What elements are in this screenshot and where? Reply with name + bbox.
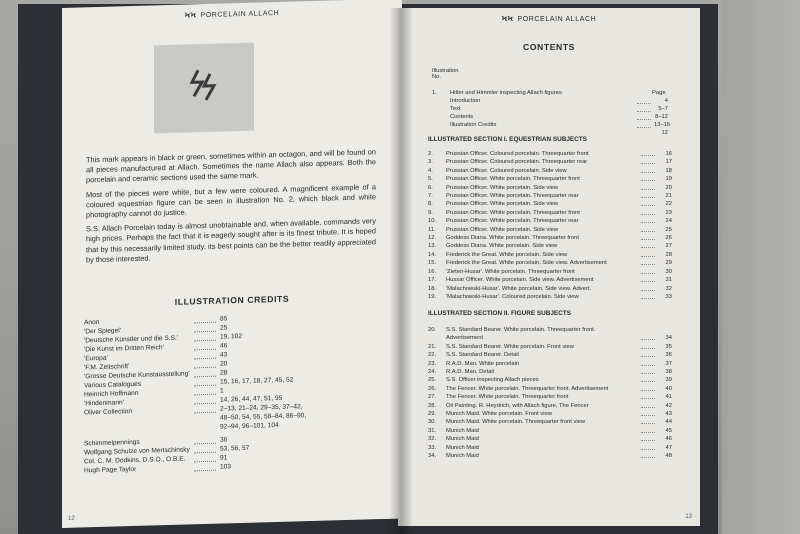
entry-number: 30. xyxy=(428,419,437,426)
leader-dots xyxy=(641,444,655,450)
entry-number: 15. xyxy=(428,260,437,267)
credit-source: 'F.M. Zeitschrift' xyxy=(84,363,130,372)
entry-text: Prussian Officer. Coloured porcelain. Threequarter front xyxy=(446,151,589,157)
list-item xyxy=(432,106,668,114)
leader-dots xyxy=(641,368,655,374)
entry-page: 20 xyxy=(665,184,672,191)
desk-background xyxy=(722,0,800,534)
credits-title: ILLUSTRATION CREDITS xyxy=(174,293,290,307)
entry-text: Frederick the Great. White porcelain. Side view. Advertisement xyxy=(446,260,607,267)
table-row xyxy=(428,234,672,242)
right-page xyxy=(398,8,700,526)
entry-number: 20. xyxy=(428,327,437,333)
entry-page: 39 xyxy=(665,377,672,384)
entry-text: Prussian Officer. Coloured porcelain. Side view xyxy=(446,167,567,174)
entry-text: 'Malachowski-Husar'. Coloured porcelain. Side view xyxy=(446,293,579,300)
entry-text: S.S. Standard Bearer. Detail xyxy=(446,352,519,359)
leader-dots xyxy=(637,106,651,112)
entry-text: Munich Maid. White porcelain. Front view xyxy=(446,411,552,418)
table-row xyxy=(428,326,672,334)
leader-dots xyxy=(641,427,655,433)
entry-text: S.S. Standard Bearer. White porcelain. Front view xyxy=(446,343,574,350)
entry-page: 29 xyxy=(665,260,672,267)
entry-text: Goddess Diana. White porcelain. Side view xyxy=(446,243,558,250)
leader-dots xyxy=(194,437,216,445)
entry-text: Munich Maid xyxy=(446,453,479,460)
table-row xyxy=(428,217,672,225)
credit-pages: 43 xyxy=(220,351,228,359)
entry-number: 2. xyxy=(428,151,433,157)
credit-pages: 19, 102 xyxy=(220,332,242,341)
entry-text: Illustration Credits xyxy=(450,121,497,128)
table-row xyxy=(428,360,672,368)
entry-page: 19 xyxy=(665,176,672,183)
entry-text: R.A.D. Man. White porcelain xyxy=(446,360,520,367)
leader-dots xyxy=(194,343,216,351)
table-row xyxy=(428,435,672,443)
entry-text: S.S. Officer inspecting Allach pieces xyxy=(446,377,539,384)
entry-number: 33. xyxy=(428,444,437,451)
credit-pages: 1 xyxy=(220,387,224,395)
credit-source: Heinrich Hoffmann xyxy=(84,389,139,399)
entry-number: 17. xyxy=(428,277,437,284)
table-row xyxy=(428,402,672,410)
entry-number: 8. xyxy=(428,201,433,208)
entry-number: 10. xyxy=(428,218,437,225)
entry-text: Hitler and Himmler inspecting Allach figures xyxy=(450,90,562,96)
entry-text: Hussar Officer. White porcelain. Side view. Advertisement xyxy=(446,277,594,284)
book-spine xyxy=(389,8,413,534)
ss-mark-illustration xyxy=(154,43,254,134)
leader-dots xyxy=(194,352,216,360)
leader-dots xyxy=(194,446,216,454)
entry-page: 46 xyxy=(665,436,672,443)
section-1-list xyxy=(428,150,672,301)
credit-source: Oliver Collection xyxy=(84,408,133,417)
entry-text: Munich Maid xyxy=(446,427,479,434)
ss-runes: ϞϞ xyxy=(501,16,514,23)
credit-source: 'Grosse Deutsche Kunstausstellung' xyxy=(84,370,190,381)
entry-number: 29. xyxy=(428,411,437,418)
table-row xyxy=(428,418,672,426)
leader-dots xyxy=(641,234,655,240)
section-title: ILLUSTRATED SECTION I. EQUESTRIAN SUBJECTS xyxy=(428,136,587,143)
entry-page: 37 xyxy=(665,360,672,367)
leader-dots xyxy=(641,334,655,340)
entry-page: 45 xyxy=(665,427,672,434)
table-row xyxy=(428,242,672,250)
entry-page: 24 xyxy=(665,218,672,225)
leader-dots xyxy=(194,316,216,324)
entry-number: 11. xyxy=(428,226,436,233)
table-row xyxy=(428,351,672,359)
leader-dots xyxy=(641,167,655,173)
entry-page: 16 xyxy=(665,151,672,157)
running-head-title: PORCELAIN ALLACH xyxy=(200,9,280,20)
entry-page: 34 xyxy=(665,335,672,342)
entry-text: Prussian Officer. White porcelain. Threequarter rear xyxy=(446,218,579,225)
contents-title: CONTENTS xyxy=(522,42,576,52)
credit-pages: 36 xyxy=(220,436,228,444)
list-item xyxy=(432,114,668,122)
entry-text: Text xyxy=(450,105,461,112)
table-row xyxy=(428,158,672,166)
entry-number xyxy=(432,98,450,106)
table-row xyxy=(428,385,672,393)
entry-page: 44 xyxy=(665,419,672,426)
entry-number: 28. xyxy=(428,402,437,409)
leader-dots xyxy=(641,226,655,232)
table-row xyxy=(428,184,672,192)
entry-text: Introduction xyxy=(450,97,481,104)
leader-dots xyxy=(641,360,655,366)
leader-dots xyxy=(641,410,655,416)
entry-page: 23 xyxy=(665,209,672,216)
table-row xyxy=(428,200,672,208)
leader-dots xyxy=(641,276,655,282)
credit-source: Various Catalogues xyxy=(84,380,142,390)
leader-dots xyxy=(641,175,655,181)
entry-number: 18. xyxy=(428,285,437,292)
entry-text: Prussian Officer. Coloured porcelain. Threequarter rear xyxy=(446,159,588,166)
credit-source: 'Europa' xyxy=(84,354,108,363)
entry-number: 4. xyxy=(428,167,433,174)
leader-dots xyxy=(194,379,216,387)
table-row xyxy=(428,410,672,418)
entry-text: S.S. Standard Bearer. White porcelain. Threequarter front. xyxy=(446,327,596,333)
credit-source: Hugh Page Taylor xyxy=(84,465,137,475)
leader-dots xyxy=(641,192,655,198)
entry-page: 22 xyxy=(665,201,672,208)
ss-rune-mark-icon xyxy=(154,43,254,134)
paragraph: This mark appears in black or green, sometimes within an octagon, and will be found on all pieces manufactured at Allach. Sometimes the name Allach also appears. Both the porcelain and ceramic sections used the same mark. xyxy=(86,147,376,185)
entry-number: 26. xyxy=(428,385,437,392)
leader-dots xyxy=(641,418,655,424)
table-row xyxy=(428,334,672,342)
entry-number: 5. xyxy=(428,176,433,183)
entry-page: 12 xyxy=(661,129,668,136)
leader-dots xyxy=(194,334,216,342)
entry-page: 47 xyxy=(665,444,672,451)
leader-dots xyxy=(641,242,655,248)
entry-page: 42 xyxy=(665,402,672,409)
entry-number: 31. xyxy=(428,427,437,434)
table-row xyxy=(428,209,672,217)
illustration-column-header xyxy=(432,68,458,81)
leader-dots xyxy=(194,370,216,378)
entry-text: Frederick the Great. White porcelain. Side view xyxy=(446,251,568,258)
entry-text: Munich Maid xyxy=(446,436,479,443)
leader-dots xyxy=(641,259,655,265)
entry-number: 21. xyxy=(428,343,437,350)
entry-number: 24. xyxy=(428,369,437,376)
entry-text: Goddess Diana. White porcelain. Threequarter front xyxy=(446,235,579,242)
leader-dots xyxy=(641,351,655,357)
entry-page: 36 xyxy=(665,352,672,359)
entry-page: 32 xyxy=(665,285,672,292)
right-running-head xyxy=(398,16,700,23)
leader-dots xyxy=(194,464,216,472)
entry-number: 7. xyxy=(428,193,433,200)
table-row xyxy=(428,226,672,234)
leader-dots xyxy=(641,268,655,274)
intro-list xyxy=(432,90,671,138)
entry-text: Prussian Officer. White porcelain. Side view xyxy=(446,201,559,208)
credit-pages: 103 xyxy=(220,463,232,471)
entry-text: Advertisement xyxy=(446,335,484,342)
credit-pages: 20 xyxy=(220,360,228,368)
credit-pages: 2–13, 21–24, 29–35, 37–42, xyxy=(220,403,303,413)
entry-text: R.A.D. Man. Detail xyxy=(446,369,494,376)
entry-text: Prussian Officer. White porcelain. Side view xyxy=(446,226,559,233)
table-row xyxy=(428,368,672,376)
credits-list xyxy=(84,311,384,476)
table-row xyxy=(428,268,672,276)
entry-number: 22. xyxy=(428,352,437,359)
table-row xyxy=(428,259,672,267)
leader-dots xyxy=(637,122,651,128)
entry-page: 41 xyxy=(665,394,672,401)
body-text xyxy=(86,147,376,269)
table-row xyxy=(428,192,672,200)
entry-text: Prussian Officer. White porcelain. Side view xyxy=(446,184,559,191)
leader-dots xyxy=(637,114,651,120)
leader-dots xyxy=(641,209,655,215)
credit-source: Schimmelpennings xyxy=(84,438,140,448)
list-item xyxy=(432,121,671,130)
entry-page: 48 xyxy=(665,453,672,460)
credit-pages: 53, 56, 57 xyxy=(220,444,250,453)
entry-page: 38 xyxy=(665,369,672,376)
table-row xyxy=(428,452,672,460)
leader-dots xyxy=(641,293,655,299)
page-number: 13 xyxy=(685,514,692,520)
entry-number: 9. xyxy=(428,209,433,216)
leader-dots xyxy=(641,200,655,206)
entry-page xyxy=(658,326,672,334)
left-page xyxy=(62,0,402,528)
entry-text: Munich Maid xyxy=(446,444,479,451)
entry-page: 13–15 xyxy=(654,121,671,128)
leader-dots xyxy=(194,325,216,333)
entry-number: 19. xyxy=(428,293,437,300)
entry-number: 12. xyxy=(428,235,437,242)
entry-text: Oil Painting. R. Heydrich, with Allach figure, The Fencer xyxy=(446,402,589,409)
entry-page: 8–12 xyxy=(655,113,668,120)
entry-page: 5–7 xyxy=(658,105,668,112)
leader-dots xyxy=(641,376,655,382)
entry-number: 34. xyxy=(428,453,437,460)
entry-number xyxy=(428,334,446,342)
credit-pages: 85 xyxy=(220,315,228,323)
table-row xyxy=(428,444,672,452)
entry-number: 6. xyxy=(428,184,433,191)
credit-source: Wolfgang Schulze von Mertschinsky xyxy=(84,446,190,457)
entry-number: 23. xyxy=(428,360,437,367)
table-row xyxy=(428,167,672,175)
credit-source: Col. C. M. Dodkins, D.S.O., O.B.E. xyxy=(84,455,186,466)
entry-text: The Fencer. White porcelain. Threequarter front xyxy=(446,394,569,401)
leader-dots xyxy=(641,150,655,156)
entry-number xyxy=(432,122,450,130)
leader-dots xyxy=(641,343,655,349)
page-number: 12 xyxy=(68,515,75,522)
entry-page: 17 xyxy=(665,159,672,166)
credit-source: Anon xyxy=(84,318,100,327)
credit-pages: 28 xyxy=(220,369,228,377)
leader-dots xyxy=(641,393,655,399)
leader-dots xyxy=(641,285,655,291)
entry-number: 3. xyxy=(428,159,433,166)
credit-source: 'Deutsche Künstler und die S.S.' xyxy=(84,334,179,345)
leader-dots xyxy=(641,158,655,164)
table-row xyxy=(428,276,672,284)
entry-number: 13. xyxy=(428,243,437,250)
entry-number: 14. xyxy=(428,251,437,258)
leader-dots xyxy=(194,455,216,463)
credit-source: 'Hindenmann' xyxy=(84,399,124,408)
leader-dots xyxy=(641,435,655,441)
running-head-title: PORCELAIN ALLACH xyxy=(517,16,597,23)
entry-number: 1. xyxy=(432,90,437,96)
credit-pages: 15, 16, 17, 18, 27, 45, 52 xyxy=(220,376,294,386)
entry-text: Prussian Officer. White porcelain. Threequarter front xyxy=(446,176,580,183)
leader-dots xyxy=(641,217,655,223)
table-row xyxy=(428,285,672,293)
entry-text: The Fencer. White porcelain. Threequarter front. Advertisement xyxy=(446,385,609,392)
entry-page: 25 xyxy=(665,226,672,233)
entry-page: 31 xyxy=(665,277,672,284)
leader-dots xyxy=(641,402,655,408)
entry-text: 'Zieten-Husar'. White porcelain. Threequarter front xyxy=(446,268,575,275)
leader-dots xyxy=(194,406,216,414)
list-item xyxy=(432,98,668,106)
entry-page: 26 xyxy=(665,235,672,242)
entry-number xyxy=(432,106,450,114)
entry-page: 27 xyxy=(665,243,672,250)
leader-dots xyxy=(641,251,655,257)
entry-page: 30 xyxy=(665,268,672,275)
entry-text: Munich Maid. White porcelain. Threequarter front view xyxy=(446,419,586,426)
entry-number: 32. xyxy=(428,436,437,443)
credit-pages: 48–50, 54, 55, 58–84, 86–90, xyxy=(220,412,307,422)
credit-source: 'Die Kunst im Dritten Reich' xyxy=(84,344,164,354)
credit-pages: 92–94, 96–101, 104 xyxy=(220,421,279,431)
list-item xyxy=(432,90,668,98)
table-row xyxy=(428,427,672,435)
no-label: No. xyxy=(432,74,442,81)
entry-text: Prussian Officer. White porcelain. Threequarter front xyxy=(446,209,580,216)
leader-dots xyxy=(194,397,216,405)
entry-number: 16. xyxy=(428,268,437,275)
section-title: ILLUSTRATED SECTION II. FIGURE SUBJECTS xyxy=(428,310,571,317)
entry-page: 35 xyxy=(665,343,672,350)
entry-page: 18 xyxy=(665,167,672,174)
table-row xyxy=(428,175,672,183)
entry-number: 25. xyxy=(428,377,437,384)
leader-dots xyxy=(194,361,216,369)
entry-page: 40 xyxy=(665,385,672,392)
leader-dots xyxy=(641,385,655,391)
table-row xyxy=(428,376,672,384)
illustration-label: Illustration xyxy=(432,68,459,74)
credit-source: 'Der Spiegel' xyxy=(84,327,121,336)
entry-text: Contents xyxy=(450,113,474,120)
table-row xyxy=(428,393,672,401)
section-2-list xyxy=(428,326,672,461)
entry-text: 'Malachowski-Husar'. White porcelain. Side view. Advert. xyxy=(446,285,591,292)
entry-page: 28 xyxy=(665,251,672,258)
page-column-header: Page xyxy=(652,90,666,96)
paragraph: S.S. Allach Porcelain today is almost unobtainable and, when available, commands very high prices. Perhaps the fact that it is eagerly sought after is its finest tribute. It is hoped that by this necessarily limited study, its best points can be the better readily appreciated by those interested. xyxy=(86,216,376,265)
entry-page: 4 xyxy=(664,97,668,104)
credit-pages: 46 xyxy=(220,342,228,350)
entry-page: 43 xyxy=(665,411,672,418)
entry-page: 33 xyxy=(665,293,672,300)
leader-dots xyxy=(641,452,655,458)
table-row xyxy=(428,343,672,351)
entry-number xyxy=(432,114,450,122)
table-row xyxy=(428,150,672,158)
leader-dots xyxy=(194,388,216,396)
left-running-head xyxy=(62,7,402,23)
leader-dots xyxy=(641,184,655,190)
entry-page: 21 xyxy=(665,193,672,200)
table-row xyxy=(428,251,672,259)
entry-number: 27. xyxy=(428,394,437,401)
credit-pages: 91 xyxy=(220,454,228,462)
paragraph: Most of the pieces were white, but a few were coloured. A magnificent example of a coloured equestrian figure can be seen in illustration No. 2, which black and white photography cannot do justice. xyxy=(86,181,376,220)
table-row xyxy=(428,293,672,301)
credit-pages: 25 xyxy=(220,324,228,332)
ss-runes: ϞϞ xyxy=(184,12,197,20)
leader-dots xyxy=(637,98,651,104)
credit-pages: 14, 26, 44, 47, 51, 95 xyxy=(220,394,283,404)
entry-text: Prussian Officer. White porcelain. Threequarter rear xyxy=(446,193,579,200)
